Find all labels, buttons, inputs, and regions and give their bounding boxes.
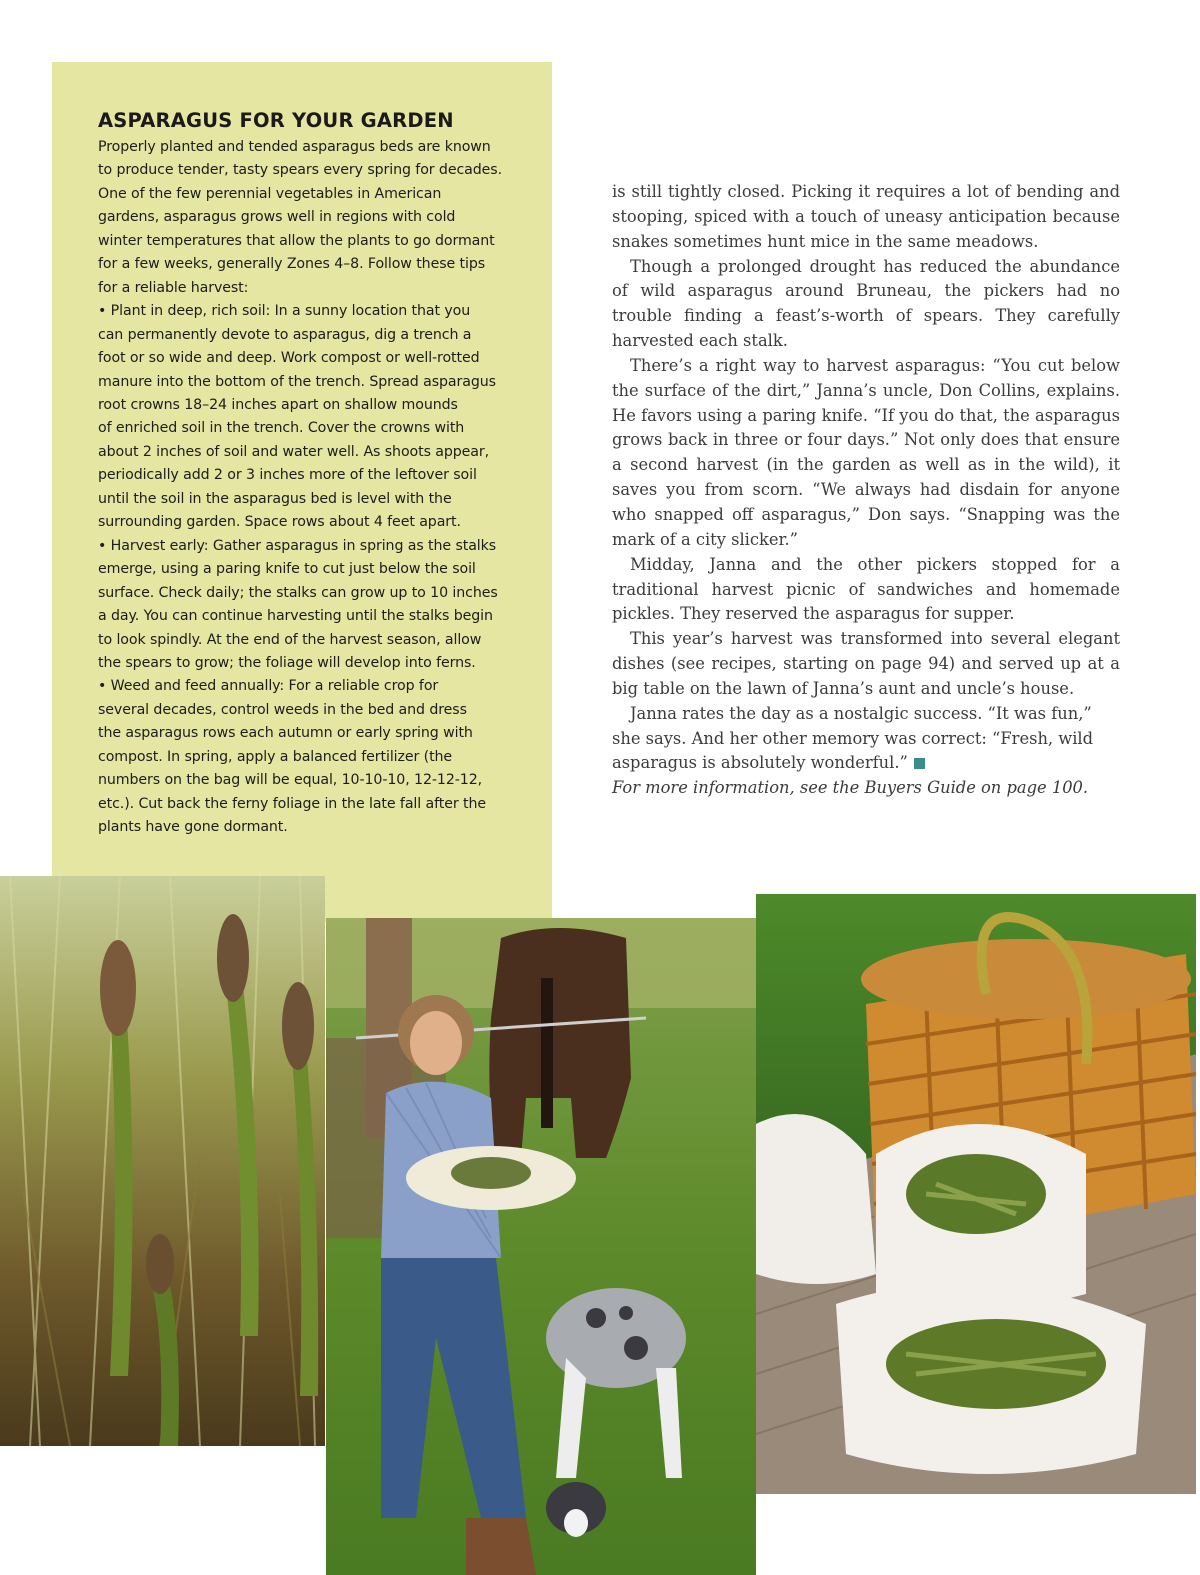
sidebar-line: Properly planted and tended asparagus beds are known — [98, 139, 491, 155]
sidebar-line: for a reliable harvest: — [98, 279, 249, 296]
sidebar-line: One of the few perennial vegetables in American — [98, 185, 442, 202]
sidebar-line: several decades, control weeds in the bed and dress — [98, 701, 467, 718]
sidebar-line: manure into the bottom of the trench. Spread asparagus — [98, 373, 496, 390]
asparagus-photo-graphic — [0, 876, 325, 1446]
sidebar-line: to produce tender, tasty spears every spring for decades. — [98, 162, 502, 179]
article-paragraph-text: Janna rates the day as a nostalgic success. “It was fun,” she says. And her other memory was correct: “Fresh, wild asparagus is absolutely wonderful.” — [612, 703, 1094, 773]
sidebar-line: can permanently devote to asparagus, dig a trench a — [98, 326, 472, 343]
sidebar-line: foot or so wide and deep. Work compost or well-rotted — [98, 350, 480, 367]
article-paragraph: Though a prolonged drought has reduced the abundance of wild asparagus around Bruneau, the pickers had no trouble finding a feast’s-worth of spears. They carefully harvested each stalk. — [612, 256, 1120, 351]
end-mark-icon — [914, 758, 925, 769]
picnic-basket-photo-graphic — [756, 894, 1196, 1494]
sidebar-line: numbers on the bag will be equal, 10-10-10, 12-12-12, — [98, 772, 483, 789]
asparagus-photo — [0, 876, 325, 1446]
article-paragraph: Midday, Janna and the other pickers stopped for a traditional harvest picnic of sandwiches and homemade pickles. They reserved the asparagus for supper. — [612, 554, 1120, 624]
sidebar-line: root crowns 18–24 inches apart on shallow mounds — [98, 396, 458, 413]
sidebar-line: the spears to grow; the foliage will develop into ferns. — [98, 654, 476, 671]
sidebar-line: surrounding garden. Space rows about 4 feet apart. — [98, 514, 461, 531]
sidebar-line: compost. In spring, apply a balanced fertilizer (the — [98, 748, 453, 765]
sidebar-line: gardens, asparagus grows well in regions with cold — [98, 209, 456, 226]
sidebar-box — [52, 62, 552, 922]
sidebar-line: for a few weeks, generally Zones 4–8. Follow these tips — [98, 256, 486, 273]
sidebar-title: ASPARAGUS FOR YOUR GARDEN — [98, 109, 454, 132]
sidebar-line: to look spindly. At the end of the harvest season, allow — [98, 631, 482, 648]
article-column — [612, 180, 1120, 801]
article-paragraph: There’s a right way to harvest asparagus: “You cut below the surface of the dirt,” Janna’s uncle, Don Collins, explains. He favors using a paring knife. “If you do that, the asparagus grows back in three or four days.” Not only does that ensure a second harvest (in the garden as well as in the wild), it saves you from scorn. “We always had disdain for anyone who snapped off asparagus,” Don says. “Snapping was the mark of a city slicker.” — [612, 355, 1120, 549]
article-paragraph: is still tightly closed. Picking it requires a lot of bending and stooping, spiced with a touch of uneasy anticipation because snakes sometimes hunt mice in the same meadows. — [612, 182, 1120, 251]
girl-with-dog-photo-graphic — [326, 918, 756, 1575]
sidebar-line: emerge, using a paring knife to cut just below the soil — [98, 561, 476, 578]
sidebar-line: • Harvest early: Gather asparagus in spring as the stalks — [98, 537, 497, 554]
sidebar-line: a day. You can continue harvesting until the stalks begin — [98, 608, 493, 625]
sidebar-line: surface. Check daily; the stalks can grow up to 10 inches — [98, 584, 498, 601]
article-paragraph: This year’s harvest was transformed into several elegant dishes (see recipes, starting on page 94) and served up at a big table on the lawn of Janna’s aunt and uncle’s house. — [612, 629, 1120, 698]
sidebar-line: • Plant in deep, rich soil: In a sunny location that you — [98, 303, 471, 320]
picnic-basket-photo — [756, 894, 1196, 1494]
sidebar-line: • Weed and feed annually: For a reliable crop for — [98, 678, 439, 695]
girl-with-dog-photo — [326, 918, 756, 1575]
sidebar-line: of enriched soil in the trench. Cover the crowns with — [98, 420, 465, 437]
sidebar-content — [98, 108, 523, 840]
sidebar-line: winter temperatures that allow the plants to go dormant — [98, 232, 495, 249]
sidebar-line: periodically add 2 or 3 inches more of the leftover soil — [98, 467, 477, 484]
sidebar-line: etc.). Cut back the ferny foliage in the late fall after the — [98, 795, 486, 812]
sidebar-line: until the soil in the asparagus bed is level with the — [98, 490, 452, 507]
buyers-guide-note: For more information, see the Buyers Guide on page 100. — [612, 778, 1089, 798]
sidebar-line: the asparagus rows each autumn or early spring with — [98, 725, 473, 742]
sidebar-line: about 2 inches of soil and water well. As shoots appear, — [98, 443, 490, 460]
sidebar-line: plants have gone dormant. — [98, 819, 288, 836]
article-paragraph-last — [612, 702, 1120, 777]
